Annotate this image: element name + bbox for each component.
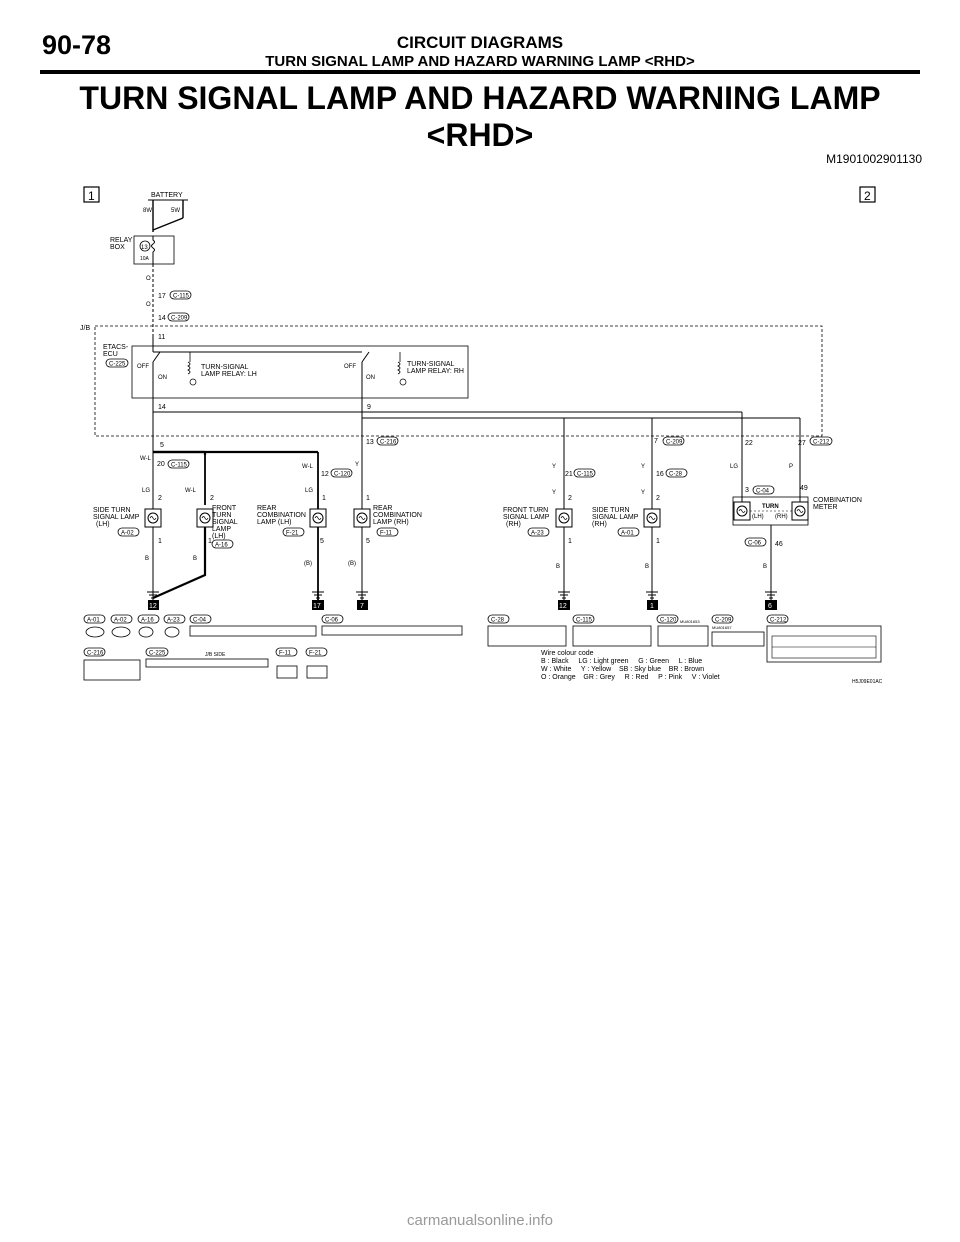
section-title: CIRCUIT DIAGRAMS: [396, 33, 564, 52]
connector-c120: C-120: [334, 471, 351, 478]
front-rh-pin-1: 1: [568, 538, 572, 545]
front-lh-label-3: SIGNAL: [212, 519, 238, 526]
side-rh-label-1: SIDE TURN: [592, 507, 630, 514]
watermark-footer: carmanualsonline.info: [407, 1212, 553, 1229]
sheet-marker-2: [860, 187, 875, 203]
etacs-label-1: ETACS-: [103, 344, 129, 351]
ground-12-rh: [558, 586, 570, 610]
wire-lg-1: LG: [142, 488, 151, 494]
wire-code-title: Wire colour code: [541, 650, 594, 657]
rear-lh-label-1: REAR: [257, 505, 277, 512]
rear-lh-label-3: LAMP (LH): [257, 519, 292, 526]
front-lh-label-1: FRONT: [212, 505, 237, 512]
battery-junction: [153, 218, 183, 230]
wire-b-3: (B): [304, 561, 312, 567]
page-number: 90-78: [42, 30, 112, 60]
front-lh-label-2: TURN: [212, 512, 232, 519]
cv-a01: A-01: [87, 617, 100, 624]
wire-y-1: Y: [355, 462, 360, 468]
etacs-label-2: ECU: [103, 351, 118, 358]
side-rh-label-2: SIGNAL LAMP: [592, 514, 639, 521]
wire-lg-3: LG: [730, 464, 739, 470]
rear-lh-pin-1: 1: [322, 495, 326, 502]
ground-7: [356, 586, 368, 610]
connector-c209-top: C-209: [171, 315, 188, 322]
cv-ref-1: MU801653: [680, 619, 700, 624]
connector-c115-top: C-115: [173, 293, 189, 300]
front-rh-label-1: FRONT TURN: [503, 507, 549, 514]
relay-rh-off: OFF: [344, 364, 356, 370]
connector-f11: F-11: [380, 530, 392, 537]
page-title: TURN SIGNAL LAMP AND HAZARD WARNING LAMP: [79, 80, 881, 116]
relay-box-label-1: RELAY: [110, 237, 133, 244]
front-rh-label-3: (RH): [506, 521, 521, 528]
meter-lh-label: (LH): [752, 514, 764, 520]
side-turn-lamp-rh: [644, 509, 660, 527]
relay-box-label-2: BOX: [110, 244, 125, 251]
front-turn-lamp-lh: [197, 509, 213, 527]
relay-rh-label-1: TURN-SIGNAL: [407, 361, 455, 368]
connector-c06: C-06: [748, 540, 762, 547]
rear-combination-lamp-lh: [310, 509, 326, 527]
ground-17: [312, 586, 324, 610]
meter-pin-46: 46: [775, 541, 783, 548]
battery-label: BATTERY: [151, 192, 183, 199]
wire-y-2: Y: [552, 464, 557, 470]
side-lh-pin-2: 2: [158, 495, 162, 502]
connector-c28: C-28: [669, 471, 683, 478]
side-rh-label-3: (RH): [592, 521, 607, 528]
meter-pin-3: 3: [745, 487, 749, 494]
ground-12-lh: [147, 586, 159, 610]
pin-13: 13: [366, 439, 374, 446]
cv-c115: C-115: [576, 617, 592, 624]
front-lh-pin-2: 2: [210, 495, 214, 502]
pin-9: 9: [367, 404, 371, 411]
connector-c209-jb: C-209: [666, 439, 683, 446]
rear-rh-label-3: LAMP (RH): [373, 519, 409, 526]
fusible-5w: 5W: [171, 208, 180, 214]
turn-indicator-lh: [734, 502, 750, 520]
connector-a02: A-02: [121, 530, 134, 537]
wire-o-1: O: [146, 276, 151, 282]
rear-rh-label-1: REAR: [373, 505, 393, 512]
cv-c28: C-28: [491, 617, 505, 624]
pin-16: 16: [656, 471, 664, 478]
jb-label: J/B: [80, 325, 91, 332]
cv-a02: A-02: [114, 617, 127, 624]
side-lh-label-3: (LH): [96, 521, 110, 528]
pin-17: 17: [158, 293, 166, 300]
connector-c115-lh: C-115: [171, 462, 187, 469]
fusible-8w: 8W: [143, 208, 152, 214]
cv-c06: C-06: [325, 617, 339, 624]
image-code: H5J09E01AC: [852, 679, 883, 685]
relay-lh-label-2: LAMP RELAY: LH: [201, 371, 257, 378]
connector-c225: C-225: [109, 361, 126, 368]
relay-lh-off: OFF: [137, 364, 149, 370]
front-lh-label-4: LAMP: [212, 526, 232, 533]
wire-y-4: Y: [641, 464, 646, 470]
relay-lh: [137, 352, 257, 404]
wire-b-1: B: [145, 556, 150, 562]
wire-code-line-1: B : Black LG : Light green G : Green L : Blue: [541, 658, 703, 665]
side-rh-pin-2: 2: [656, 495, 660, 502]
pin-27: 27: [798, 440, 806, 447]
cv-ref-2: MU801657: [712, 625, 732, 630]
front-lh-pin-1: 1: [208, 538, 212, 545]
ground-1: [646, 586, 658, 610]
wire-y-5: Y: [641, 490, 646, 496]
side-rh-pin-1: 1: [656, 538, 660, 545]
cv-a16: A-16: [141, 617, 154, 624]
meter-rh-label: (RH): [775, 514, 788, 520]
connector-c115-rh: C-115: [577, 471, 593, 478]
pin-12: 12: [321, 471, 329, 478]
wire-b-7: B: [763, 564, 768, 570]
meter-label-1: COMBINATION: [813, 497, 862, 504]
sheet-marker-1-label: 1: [88, 189, 95, 203]
cv-c212: C-212: [770, 617, 787, 624]
page-title-suffix: <RHD>: [426, 117, 534, 153]
connector-c216: C-216: [380, 439, 397, 446]
sheet-marker-2-label: 2: [864, 189, 871, 203]
ground-6: [765, 586, 777, 610]
document-id: M1901002901130: [826, 152, 922, 166]
rear-lh-label-2: COMBINATION: [257, 512, 306, 519]
relay-rh-label-2: LAMP RELAY: RH: [407, 368, 464, 375]
connector-a01: A-01: [621, 530, 634, 537]
front-turn-lamp-rh: [556, 509, 572, 527]
connector-views: [84, 615, 881, 680]
pin-7: 7: [654, 438, 658, 445]
junction-block-box: [95, 326, 822, 436]
wire-code-line-3: O : Orange GR : Grey R : Red P : Pink V : Violet: [541, 674, 720, 681]
ground-6-number: 6: [768, 603, 772, 610]
connector-a23: A-23: [531, 530, 544, 537]
connector-c212: C-212: [813, 439, 830, 446]
rear-rh-pin-1: 1: [366, 495, 370, 502]
cv-c120: C-120: [660, 617, 677, 624]
pin-14-top: 14: [158, 315, 166, 322]
pin-14-ecu: 14: [158, 404, 166, 411]
pin-11: 11: [158, 334, 166, 341]
fuse-rating: 10A: [140, 256, 149, 262]
wire-b-4: (B): [348, 561, 356, 567]
meter-label-2: METER: [813, 504, 838, 511]
pin-5-jb: 5: [160, 442, 164, 449]
turn-indicator-rh: [792, 502, 808, 520]
wire-wl-2: W-L: [185, 488, 196, 494]
wire-p: P: [789, 464, 794, 470]
rear-lh-pin-5: 5: [320, 538, 324, 545]
wire-b-6: B: [645, 564, 650, 570]
wire-lg-2: LG: [305, 488, 314, 494]
meter-pin-49: 49: [800, 485, 808, 492]
pin-21: 21: [565, 471, 573, 478]
wire-b-5: B: [556, 564, 561, 570]
side-turn-lamp-lh: [145, 509, 161, 527]
sheet-marker-1: [84, 187, 99, 203]
rear-combination-lamp-rh: [354, 509, 370, 527]
wire-y-3: Y: [552, 490, 557, 496]
cv-c209: C-209: [715, 617, 732, 624]
side-lh-label-1: SIDE TURN: [93, 507, 131, 514]
side-lh-pin-1: 1: [158, 538, 162, 545]
connector-f21: F-21: [286, 530, 299, 537]
ground-12-rh-number: 12: [559, 603, 567, 610]
relay-rh-on: ON: [366, 375, 375, 381]
front-lh-label-5: (LH): [212, 533, 226, 540]
wire-wl-3: W-L: [302, 464, 313, 470]
ground-17-number: 17: [313, 603, 321, 610]
cv-c04: C-04: [193, 617, 207, 624]
relay-lh-on: ON: [158, 375, 167, 381]
ground-12-lh-number: 12: [149, 603, 157, 610]
cv-f11: F-11: [279, 650, 291, 657]
pin-20: 20: [157, 461, 165, 468]
wire-o-2: O: [146, 302, 151, 308]
jb-side-label: J/B SIDE: [205, 652, 226, 658]
fuse-symbol: [152, 236, 155, 264]
relay-lh-label-1: TURN-SIGNAL: [201, 364, 249, 371]
connector-a16: A-16: [215, 542, 228, 549]
subsection-title: TURN SIGNAL LAMP AND HAZARD WARNING LAMP <RHD>: [265, 53, 695, 70]
ground-7-number: 7: [360, 603, 364, 610]
fuse-number: 13: [141, 245, 148, 251]
cv-c225: C-225: [149, 650, 166, 657]
wire-wl-1: W-L: [140, 456, 151, 462]
wire-code-line-2: W : White Y : Yellow SB : Sky blue BR : Brown: [541, 666, 705, 673]
cv-f21: F-21: [309, 650, 322, 657]
cv-c216: C-216: [87, 650, 104, 657]
connector-c04: C-04: [756, 488, 770, 495]
meter-turn-label: TURN: [762, 504, 779, 510]
ground-1-number: 1: [650, 603, 654, 610]
front-rh-label-2: SIGNAL LAMP: [503, 514, 550, 521]
side-lh-label-2: SIGNAL LAMP: [93, 514, 140, 521]
pin-22: 22: [745, 440, 753, 447]
rear-rh-pin-5: 5: [366, 538, 370, 545]
wire-b-2: B: [193, 556, 198, 562]
front-rh-pin-2: 2: [568, 495, 572, 502]
relay-rh: [344, 352, 464, 404]
cv-a23: A-23: [167, 617, 180, 624]
rear-rh-label-2: COMBINATION: [373, 512, 422, 519]
